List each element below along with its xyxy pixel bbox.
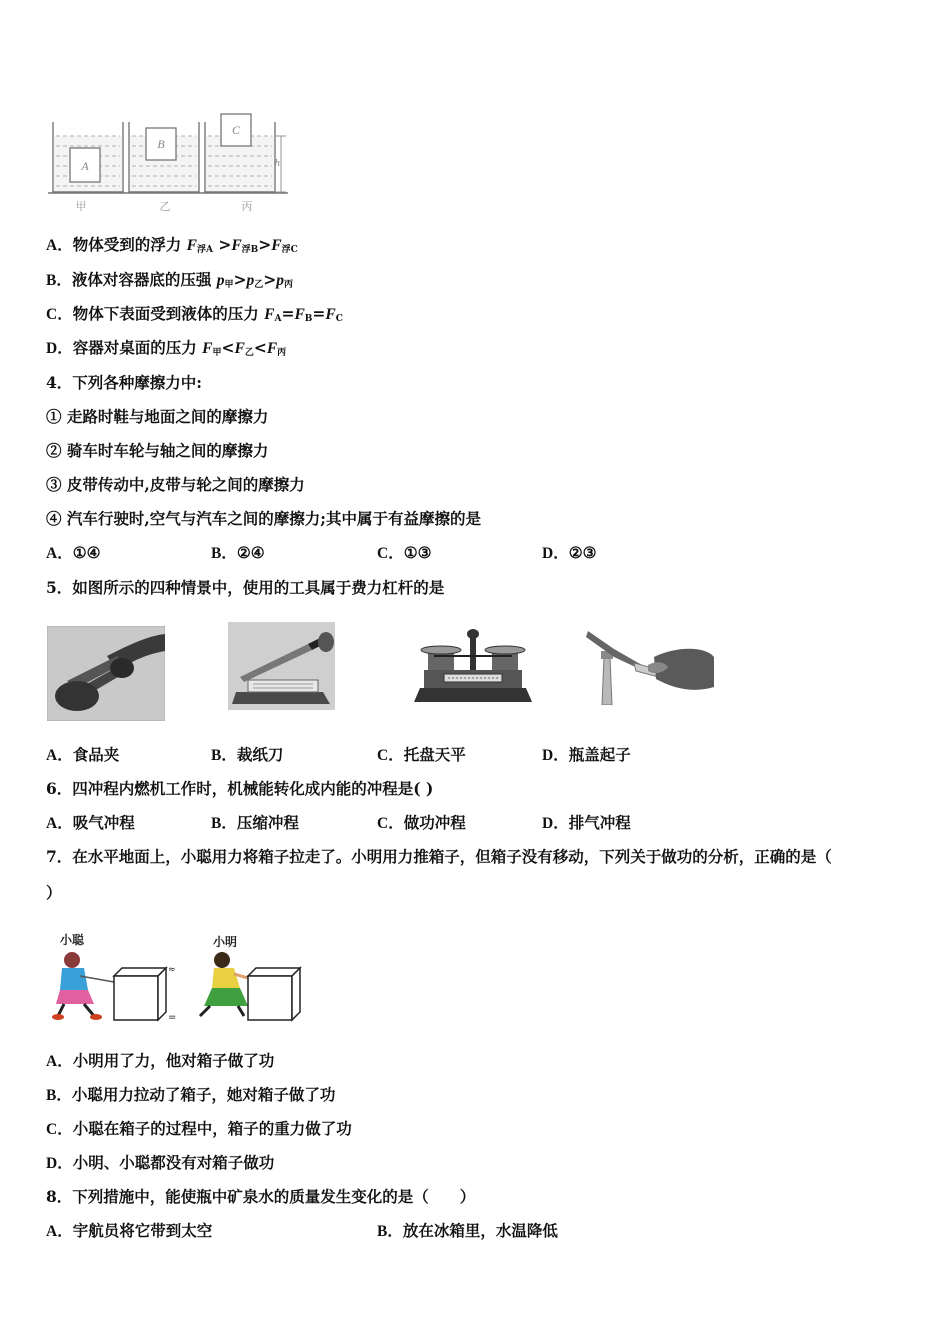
q7-option-b-text: 小聪用力拉动了箱子，她对箱子做了功: [71, 1085, 336, 1104]
q4-option-a[interactable]: [46, 543, 101, 564]
q5-option-a-letter: A．: [46, 747, 73, 764]
q3-d-sub2: 乙: [244, 348, 254, 358]
balance-scale-image: [414, 626, 532, 706]
q3-b-p2: p: [246, 272, 255, 289]
q5-option-b[interactable]: [211, 745, 283, 766]
q3-d-f3: F: [266, 340, 278, 357]
q3-a-sub2: 浮B: [241, 245, 259, 255]
q3-option-a[interactable]: [46, 235, 298, 260]
q7-option-d[interactable]: [46, 1153, 274, 1174]
q4-item-1: ① 走路时鞋与地面之间的摩擦力: [46, 407, 269, 426]
q4-stem: 4．下列各种摩擦力中:: [46, 373, 203, 392]
q5-option-d[interactable]: [542, 745, 631, 766]
q5-option-c-text: 托盘天平: [403, 745, 466, 764]
q7-option-a-letter: A．: [46, 1053, 73, 1070]
q5-option-b-letter: B．: [211, 747, 237, 764]
q3-c-sub1: A: [274, 314, 282, 324]
q3-option-b[interactable]: [46, 270, 293, 295]
q3-a-f2: F: [231, 237, 242, 254]
q3-d-f1: F: [202, 340, 213, 357]
q3-a-sub3: 浮C: [281, 245, 298, 255]
q3-d-sub1: 甲: [212, 348, 222, 358]
q3-option-c-text: 物体下表面受到液体的压力: [72, 304, 265, 323]
q3-c-op2: =: [312, 304, 326, 323]
q6-option-d[interactable]: [542, 813, 631, 834]
q4-option-c-letter: C．: [377, 545, 404, 562]
q4-option-d-letter: D．: [542, 545, 569, 562]
q6-option-c[interactable]: [377, 813, 466, 834]
q3-a-f3: F: [271, 237, 282, 254]
q3-b-op2: >: [263, 270, 277, 289]
q3-option-c-letter: C．: [46, 306, 73, 323]
h-label: h: [274, 157, 280, 169]
q5-option-a-text: 食品夹: [72, 745, 120, 764]
container-figure: [48, 110, 298, 215]
q5-option-d-letter: D．: [542, 747, 569, 764]
q3-b-sub3: 丙: [284, 280, 294, 290]
q3-c-sub3: C: [335, 314, 343, 324]
q8-option-b-letter: B．: [377, 1223, 403, 1240]
paper-cutter-image: [228, 622, 335, 710]
q3-a-op2: >: [258, 235, 272, 254]
q3-c-f2: F: [294, 306, 305, 323]
q3-c-f3: F: [325, 306, 336, 323]
q7-option-b-letter: B．: [46, 1087, 72, 1104]
q5-option-d-text: 瓶盖起子: [568, 745, 631, 764]
q7-option-a[interactable]: [46, 1051, 274, 1072]
q3-a-f1: F: [186, 237, 197, 254]
q8-option-a-text: 宇航员将它带到太空: [72, 1221, 213, 1240]
q6-option-c-text: 做功冲程: [403, 813, 466, 832]
q3-option-b-text: 液体对容器底的压强: [71, 270, 217, 289]
svg-text:≈: ≈: [168, 965, 176, 975]
q7-option-c-letter: C．: [46, 1121, 73, 1138]
q6-option-b[interactable]: [211, 813, 299, 834]
q7-stem-line-1: 7．在水平地面上，小聪用力将箱子拉走了。小明用力推箱子，但箱子没有移动，下列关于做功的分析，正确的是（: [46, 847, 832, 866]
q3-option-d-text: 容器对桌面的压力: [72, 338, 203, 357]
q3-option-d[interactable]: [46, 338, 286, 363]
q3-c-sub2: B: [304, 314, 313, 324]
q7-stem-line-2: ）: [46, 883, 62, 902]
q6-option-d-text: 排气冲程: [568, 813, 631, 832]
q5-option-a[interactable]: [46, 745, 119, 766]
figure-label-xiaoming: 小明: [213, 935, 238, 949]
q5-option-b-text: 裁纸刀: [236, 745, 284, 764]
svg-text:=: =: [168, 1012, 177, 1023]
q8-option-a[interactable]: [46, 1221, 212, 1242]
q6-option-a[interactable]: [46, 813, 135, 834]
block-b-label: B: [157, 137, 165, 151]
q8-option-b[interactable]: [377, 1221, 558, 1242]
q3-c-op1: =: [281, 304, 295, 323]
push-pull-box-figure: [50, 930, 305, 1025]
container-label-bing: 丙: [241, 200, 253, 213]
q4-option-b[interactable]: [211, 543, 265, 564]
q6-option-a-text: 吸气冲程: [72, 813, 135, 832]
q3-a-sub1: 浮A: [196, 245, 213, 255]
q8-option-b-text: 放在冰箱里，水温降低: [402, 1221, 558, 1240]
q4-item-3: ③ 皮带传动中,皮带与轮之间的摩擦力: [46, 475, 305, 494]
q6-option-d-letter: D．: [542, 815, 569, 832]
q3-d-op1: <: [221, 338, 235, 357]
q7-option-b[interactable]: [46, 1085, 335, 1106]
q4-option-c[interactable]: [377, 543, 432, 564]
q4-option-a-letter: A．: [46, 545, 73, 562]
q4-option-d-text: ②③: [568, 543, 597, 562]
figure-label-xiaocong: 小聪: [60, 933, 85, 947]
q5-stem: 5．如图所示的四种情景中，使用的工具属于费力杠杆的是: [46, 578, 445, 597]
block-c-label: C: [231, 123, 241, 137]
q6-option-b-letter: B．: [211, 815, 237, 832]
q8-stem: 8．下列措施中，能使瓶中矿泉水的质量发生变化的是（ ）: [46, 1187, 476, 1206]
q7-option-d-letter: D．: [46, 1155, 73, 1172]
q7-option-a-text: 小明用了力，他对箱子做了功: [72, 1051, 275, 1070]
q4-option-b-letter: B．: [211, 545, 237, 562]
q3-a-op1: >: [212, 235, 232, 254]
q3-option-a-letter: A．: [46, 237, 73, 254]
q3-b-op1: >: [233, 270, 247, 289]
q6-option-b-text: 压缩冲程: [236, 813, 299, 832]
food-tongs-image: [47, 626, 165, 721]
q7-option-c[interactable]: [46, 1119, 352, 1140]
q4-option-d[interactable]: [542, 543, 597, 564]
q6-option-a-letter: A．: [46, 815, 73, 832]
q6-option-c-letter: C．: [377, 815, 404, 832]
q4-option-b-text: ②④: [236, 543, 265, 562]
q7-option-d-text: 小明、小聪都没有对箱子做功: [72, 1153, 275, 1172]
q3-b-sub2: 乙: [254, 280, 264, 290]
q5-option-c-letter: C．: [377, 747, 404, 764]
q6-stem: 6．四冲程内燃机工作时，机械能转化成内能的冲程是( ): [46, 779, 434, 798]
q3-d-sub3: 丙: [277, 348, 287, 358]
container-label-yi: 乙: [159, 200, 171, 213]
q5-option-c[interactable]: [377, 745, 466, 766]
q3-b-p3: p: [276, 272, 285, 289]
q3-c-f1: F: [264, 306, 275, 323]
q3-b-p1: p: [216, 272, 225, 289]
q3-d-op2: <: [253, 338, 267, 357]
q3-d-f2: F: [234, 340, 245, 357]
q3-option-d-letter: D．: [46, 340, 73, 357]
block-a-label: A: [81, 159, 89, 173]
q4-option-c-text: ①③: [403, 543, 432, 562]
q7-option-c-text: 小聪在箱子的过程中，箱子的重力做了功: [72, 1119, 352, 1138]
q4-option-a-text: ①④: [72, 543, 101, 562]
q4-item-2: ② 骑车时车轮与轴之间的摩擦力: [46, 441, 269, 460]
q3-option-b-letter: B．: [46, 272, 72, 289]
bottle-opener-image: [584, 627, 716, 705]
q3-b-sub1: 甲: [224, 280, 234, 290]
q4-item-4: ④ 汽车行驶时,空气与汽车之间的摩擦力;其中属于有益摩擦的是: [46, 509, 482, 528]
q3-option-c[interactable]: [46, 304, 343, 329]
container-label-jia: 甲: [75, 200, 87, 213]
q3-option-a-text: 物体受到的浮力: [72, 235, 187, 254]
q8-option-a-letter: A．: [46, 1223, 73, 1240]
